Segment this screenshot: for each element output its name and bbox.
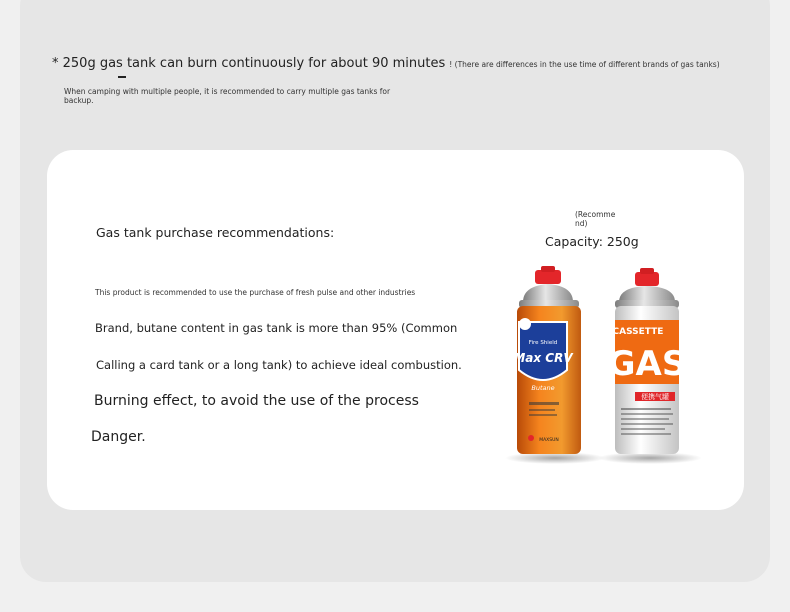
left-can-maker: MAXSUN bbox=[539, 438, 559, 443]
usage-note bbox=[52, 52, 720, 71]
usage-note-aside: ! (There are differences in the use time of different brands of gas tanks) bbox=[449, 60, 720, 69]
gas-cans-image bbox=[505, 262, 710, 470]
usage-note-main: * 250g gas tank can burn continuously for about 90 minutes bbox=[52, 56, 446, 71]
purchase-line-3: Burning effect, to avoid the use of the process bbox=[94, 393, 419, 409]
left-can-brand: Max CRV bbox=[513, 351, 573, 365]
right-gas-can bbox=[608, 268, 687, 454]
right-can-big-text: GAS bbox=[607, 344, 687, 384]
purchase-line-2: Calling a card tank or a long tank) to achieve ideal combustion. bbox=[96, 358, 462, 372]
purchase-line-4: Danger. bbox=[91, 429, 146, 445]
left-can-subtitle: Butane bbox=[531, 384, 555, 392]
dash-mark bbox=[118, 76, 126, 78]
purchase-line-1: Brand, butane content in gas tank is more than 95% (Common bbox=[95, 321, 458, 335]
right-can-top-text: CASSETTE bbox=[612, 327, 664, 337]
purchase-small-note: This product is recommended to use the purchase of fresh pulse and other industries bbox=[95, 288, 416, 297]
left-gas-can bbox=[513, 266, 581, 454]
right-can-cjk: 便携气罐 bbox=[641, 393, 669, 401]
recommend-note: (Recomme nd) bbox=[575, 210, 616, 228]
left-can-shield-text: Fire Shield bbox=[528, 340, 558, 346]
usage-note-sub: When camping with multiple people, it is recommended to carry multiple gas tanks for backup. bbox=[64, 87, 391, 105]
capacity-label: Capacity: 250g bbox=[545, 234, 639, 249]
purchase-title: Gas tank purchase recommendations: bbox=[96, 225, 335, 240]
